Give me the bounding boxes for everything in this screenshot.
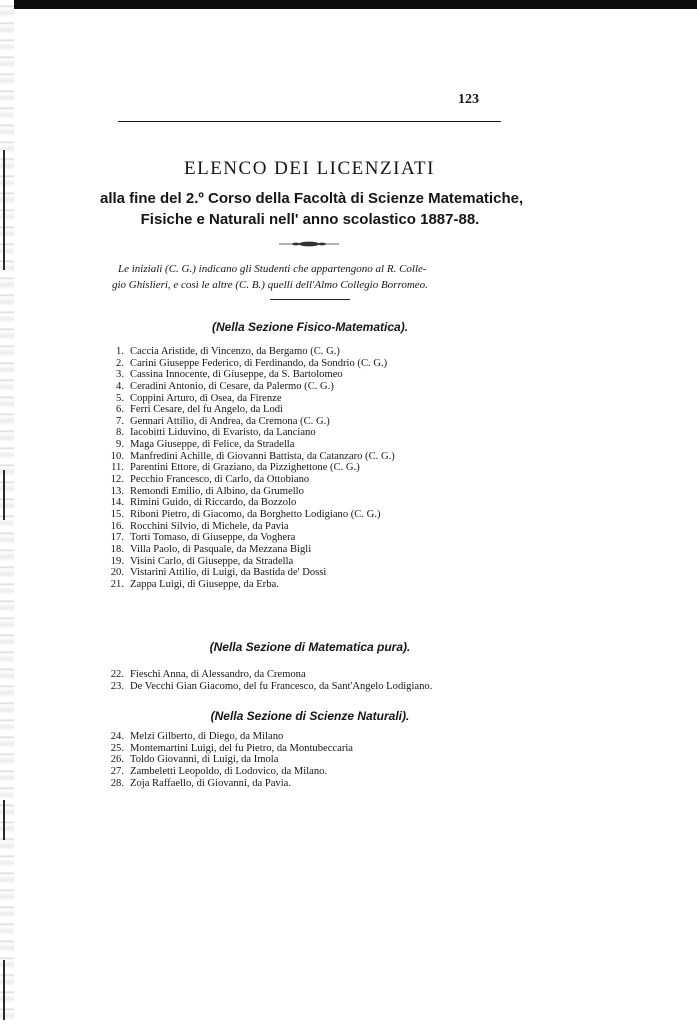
list-item [96,754,353,766]
entry-number: 2. [116,357,124,369]
entry-text: Maga Giuseppe, di Felice, da Stradella [130,439,295,451]
entry-text: Rocchini Silvio, di Michele, da Pavia [130,520,289,532]
list-item [96,358,395,370]
document-title: ELENCO DEI LICENZIATI [183,158,435,179]
entry-text: Montemartini Luigi, del fu Pietro, da Montubeccaria [130,742,353,754]
edge-mark [3,150,5,270]
entry-number: 18. [110,543,124,555]
list-item [96,393,395,405]
entry-text: De Vecchi Gian Giacomo, del fu Francesco, da Sant'Angelo Lodigiano. [130,680,433,692]
list-item [96,766,353,778]
entry-number: 4. [116,380,124,392]
list-item [96,731,353,743]
entry-text: Cassina Innocente, di Giuseppe, da S. Bartolomeo [130,369,343,381]
entry-number: 13. [110,485,124,497]
list-item [96,669,432,681]
list-item [96,427,395,439]
list-item [96,497,395,509]
list-item [96,416,395,428]
entry-number: 19. [110,555,124,567]
note-rule [270,299,350,300]
entry-text: Melzi Gilberto, di Diego, da Milano [130,731,284,742]
entry-number: 8. [116,427,124,439]
ornament-divider [279,241,339,247]
entry-number: 3. [116,369,124,381]
entry-text: Remondi Emilio, di Albino, da Grumello [130,485,304,497]
list-item [96,439,395,451]
entry-number: 24. [110,731,124,742]
entry-text: Manfredini Achille, di Giovanni Battista, da Catanzaro (C. G.) [130,450,395,462]
scan-left-edge [0,0,14,1024]
subtitle-line-1: alla fine del 2.º Corso della Facoltà di Scienze Matematiche, [100,190,524,207]
entry-text: Zambeletti Leopoldo, di Lodovico, da Milano. [130,765,328,777]
list-item [96,474,395,486]
entry-number: 5. [116,392,124,404]
list-item [96,381,395,393]
list-item [96,532,395,544]
entry-list-matematica-pura [96,669,432,692]
list-item [96,778,353,790]
entry-number: 28. [110,777,124,789]
entry-number: 17. [110,532,124,544]
section-heading-matematica-pura: (Nella Sezione di Matematica pura). [209,640,411,654]
list-item [96,556,395,568]
entry-number: 15. [110,508,124,520]
edge-mark [3,960,5,1020]
entry-text: Zoja Raffaello, di Giovanni, da Pavia. [130,777,292,789]
list-item [96,462,395,474]
entry-number: 7. [116,415,124,427]
list-item [96,346,395,358]
entry-number: 1. [116,346,124,357]
entry-number: 14. [110,497,124,509]
entry-text: Fieschi Anna, di Alessandro, da Cremona [130,669,306,680]
entry-number: 20. [110,567,124,579]
entry-number: 23. [110,680,124,692]
list-item [96,486,395,498]
entry-text: Iacobitti Liduvino, di Evaristo, da Lanciano [130,427,316,439]
entry-text: Torti Tomaso, di Giuseppe, da Voghera [130,532,296,544]
entry-text: Toldo Giovanni, di Luigi, da Imola [130,754,279,766]
entry-text: Rimini Guido, di Riccardo, da Bozzolo [130,497,297,509]
list-item [96,369,395,381]
entry-number: 22. [110,669,124,680]
list-item [96,681,432,693]
entry-text: Pecchio Francesco, di Carlo, da Ottobiano [130,474,310,486]
list-item [96,579,395,591]
entry-number: 12. [110,474,124,486]
entry-text: Ceradini Antonio, di Cesare, da Palermo (C. G.) [130,380,334,392]
entry-number: 6. [116,404,124,416]
entry-text: Ferri Cesare, del fu Angelo, da Lodi [130,404,283,416]
section-heading-fisico-matematica: (Nella Sezione Fisico-Matematica). [211,320,409,334]
entry-text: Zappa Luigi, di Giuseppe, da Erba. [130,578,279,590]
list-item [96,567,395,579]
edge-mark [3,800,5,840]
entry-text: Gennari Attilio, di Andrea, da Cremona (C. G.) [130,415,330,427]
subtitle-line-2: Fisiche e Naturali nell' anno scolastico 1887-88. [140,211,480,228]
header-rule [118,121,501,122]
entry-text: Coppini Arturo, di Osea, da Firenze [130,392,282,404]
entry-text: Carini Giuseppe Federico, di Ferdinando, da Sondrio (C. G.) [130,357,388,369]
entry-text: Visini Carlo, di Giuseppe, da Stradella [130,555,294,567]
entry-text: Villa Paolo, di Pasquale, da Mezzana Bigli [130,543,312,555]
entry-number: 27. [110,765,124,777]
entry-number: 11. [111,462,124,474]
list-item [96,521,395,533]
list-item [96,509,395,521]
edge-mark [3,470,5,520]
note-line-1: Le iniziali (C. G.) indicano gli Studenti che appartengono al R. Colle- [118,263,427,275]
entry-text: Parentini Ettore, di Graziano, da Pizzighettone (C. G.) [130,462,360,474]
list-item [96,451,395,463]
entry-number: 10. [110,450,124,462]
entry-number: 9. [116,439,124,451]
entry-number: 21. [110,578,124,590]
entry-text: Riboni Pietro, di Giacomo, da Borghetto Lodigiano (C. G.) [130,508,381,520]
list-item [96,743,353,755]
entry-list-fisico-matematica [96,346,395,590]
list-item [96,544,395,556]
entry-number: 25. [110,742,124,754]
list-item [96,404,395,416]
note-line-2: gio Ghislieri, e così le altre (C. B.) quelli dell'Almo Collegio Borromeo. [112,279,428,291]
page-number: 123 [458,92,479,107]
entry-number: 26. [110,754,124,766]
scan-top-border [0,0,697,9]
entry-list-scienze-naturali [96,731,353,789]
entry-text: Caccia Aristide, di Vincenzo, da Bergamo (C. G.) [130,346,340,357]
entry-text: Vistarini Attilio, di Luigi, da Bastida de' Dossi [130,567,327,579]
entry-number: 16. [110,520,124,532]
section-heading-scienze-naturali: (Nella Sezione di Scienze Naturali). [210,709,410,723]
